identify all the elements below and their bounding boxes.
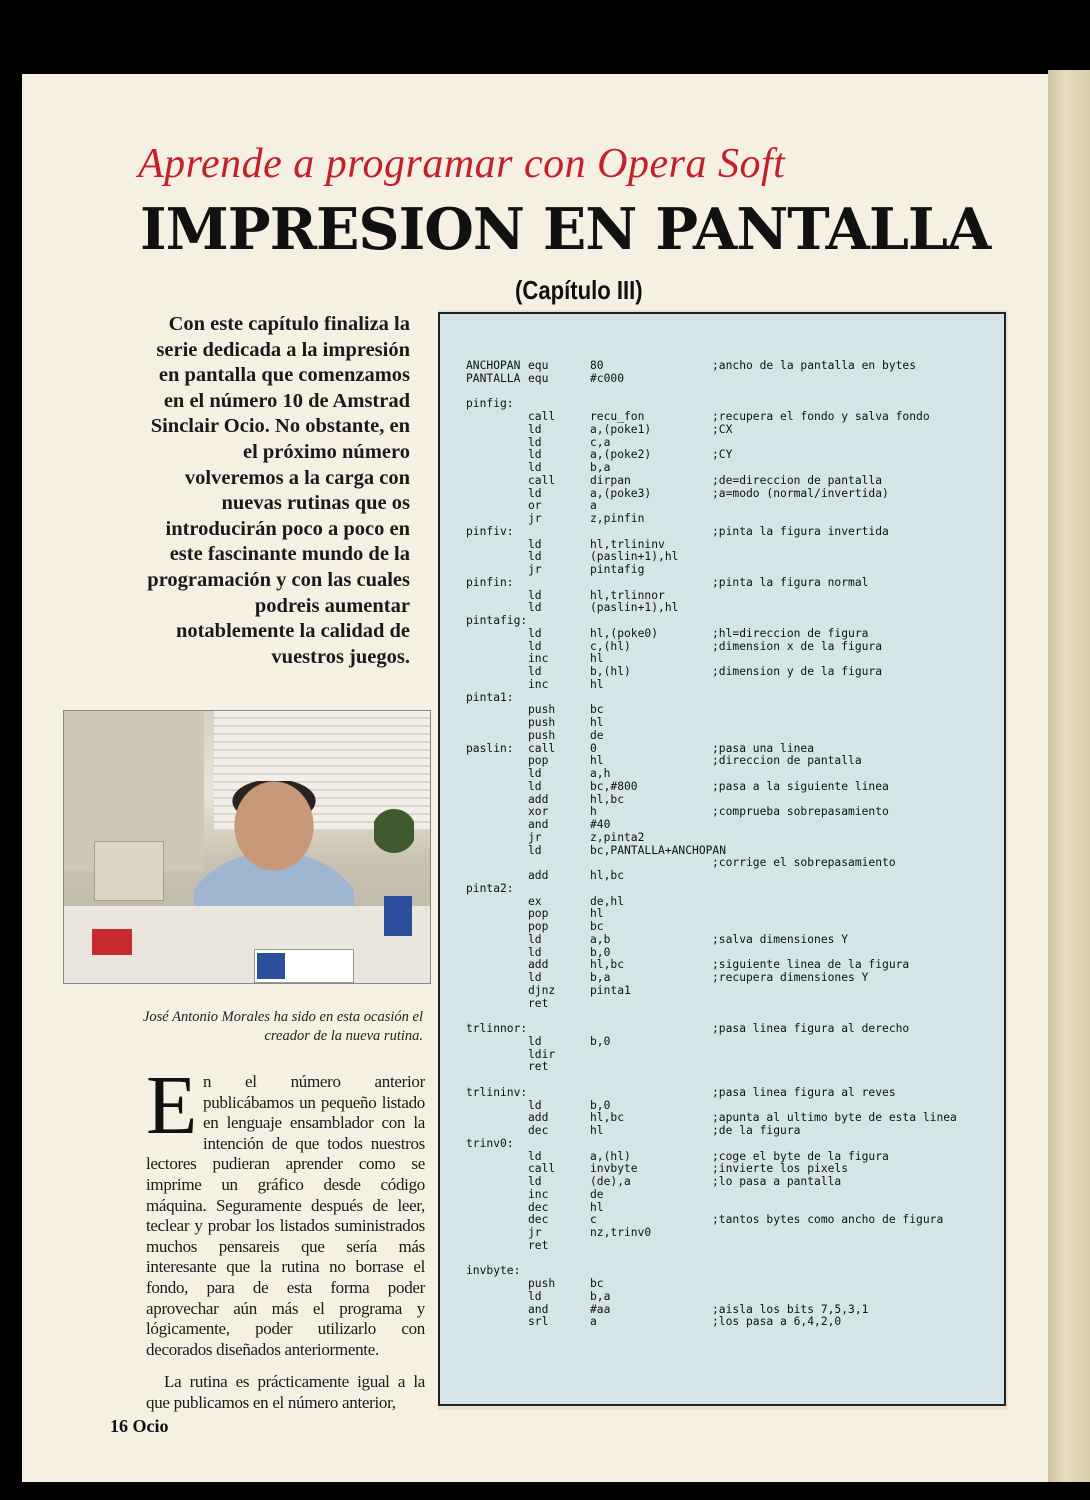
code-line	[440, 462, 1000, 475]
code-opcode: ld	[528, 779, 542, 793]
code-operands: #c000	[590, 371, 625, 385]
code-operands: z,pinta2	[590, 830, 645, 844]
code-operands: b,a	[590, 971, 611, 984]
code-opcode: push	[528, 728, 556, 742]
code-operands: c,a	[590, 435, 611, 449]
code-operands: pintafig	[590, 563, 645, 576]
code-comment: ;coge el byte de la figura	[712, 1149, 889, 1163]
code-opcode: equ	[528, 359, 549, 372]
code-operands: hl,bc	[590, 958, 625, 972]
code-operands: a,(hl)	[590, 1149, 631, 1163]
code-opcode: pop	[528, 920, 549, 933]
code-line	[440, 1253, 1000, 1266]
code-opcode: ld	[528, 486, 542, 500]
code-line	[440, 768, 1000, 781]
code-line	[440, 806, 1000, 819]
code-operands: #40	[590, 818, 611, 831]
code-operands: a	[590, 499, 597, 513]
code-comment: ;lo pasa a pantalla	[712, 1175, 842, 1188]
code-operands: a,(poke3)	[590, 486, 652, 500]
code-line	[440, 679, 1000, 692]
code-opcode: call	[528, 473, 556, 487]
code-line	[440, 934, 1000, 947]
code-comment: ;los pasa a 6,4,2,0	[712, 1315, 842, 1329]
code-line	[440, 564, 1000, 577]
code-comment: ;apunta al ultimo byte de esta linea	[712, 1111, 957, 1125]
code-line	[440, 755, 1000, 768]
code-line	[440, 615, 1000, 628]
code-line	[440, 1278, 1000, 1291]
code-comment: ;pasa linea figura al derecho	[712, 1022, 910, 1035]
code-comment: ;hl=direccion de figura	[712, 626, 869, 640]
code-line	[440, 1087, 1000, 1100]
code-line	[440, 870, 1000, 883]
code-line	[440, 1189, 1000, 1202]
code-opcode: ld	[528, 461, 542, 474]
code-line	[440, 1176, 1000, 1189]
body-paragraph	[146, 1059, 425, 1360]
code-comment: ;comprueba sobrepasamiento	[712, 805, 889, 819]
code-line	[440, 360, 1000, 373]
drop-cap: E	[146, 1059, 198, 1152]
code-line	[440, 1023, 1000, 1036]
code-opcode: add	[528, 792, 549, 806]
code-opcode: ld	[528, 971, 542, 984]
code-operands: hl,trlinnor	[590, 588, 665, 602]
page-folio: 16 Ocio	[110, 1416, 169, 1436]
code-opcode: inc	[528, 652, 549, 666]
code-opcode: and	[528, 818, 549, 831]
code-operands: (de),a	[590, 1175, 631, 1188]
code-comment: ;corrige el sobrepasamiento	[712, 856, 896, 870]
code-operands: hl	[590, 907, 604, 921]
code-opcode: ld	[528, 435, 542, 449]
code-line	[440, 641, 1000, 654]
code-label: invbyte:	[466, 1264, 521, 1278]
code-opcode: ld	[528, 550, 542, 564]
code-operands: 0	[590, 741, 597, 755]
code-opcode: and	[528, 1302, 549, 1316]
code-comment: ;de=direccion de pantalla	[712, 473, 883, 487]
code-operands: hl,bc	[590, 869, 625, 882]
code-operands: hl	[590, 677, 604, 691]
code-operands: bc,PANTALLA+ANCHOPAN	[590, 843, 727, 857]
code-line	[440, 857, 1000, 870]
code-opcode: ld	[528, 1289, 542, 1303]
code-line	[440, 704, 1000, 717]
code-operands: b,0	[590, 945, 611, 959]
code-comment: ;tantos bytes como ancho de figura	[712, 1213, 944, 1227]
code-line	[440, 539, 1000, 552]
code-label: pintafig:	[466, 614, 528, 627]
code-opcode: dec	[528, 1213, 549, 1227]
code-listing-box	[438, 312, 1006, 1406]
code-opcode: ldir	[528, 1047, 556, 1061]
code-line	[440, 1265, 1000, 1278]
code-opcode: ld	[528, 1034, 542, 1048]
code-line	[440, 1316, 1000, 1329]
code-opcode: inc	[528, 1187, 549, 1201]
code-line	[440, 373, 1000, 386]
lead-paragraph: Con este capítulo finaliza la serie dedicada a la impresión en pantalla que comenzamos en el número 10 de Amstrad Sinclair Ocio. No obstante, en el próximo número volveremos a la carga con nuevas rutinas que os introducirán poco a poco en este fascinante mundo de la programación y con las cuales podreis aumentar notablemente la calidad de vuestros juegos.	[147, 313, 410, 668]
code-operands: a	[590, 1315, 597, 1329]
code-line	[440, 386, 1000, 399]
code-opcode: dec	[528, 1200, 549, 1214]
code-opcode: jr	[528, 1226, 542, 1239]
code-line	[440, 985, 1000, 998]
code-opcode: dec	[528, 1124, 549, 1137]
code-label: PANTALLA	[466, 371, 521, 385]
code-operands: b,(hl)	[590, 665, 631, 678]
code-comment: ;dimension x de la figura	[712, 639, 883, 653]
code-line	[440, 666, 1000, 679]
code-comment: ;aisla los bits 7,5,3,1	[712, 1302, 869, 1316]
code-line	[440, 551, 1000, 564]
code-opcode: jr	[528, 512, 542, 525]
code-opcode: push	[528, 716, 556, 729]
code-opcode: ex	[528, 894, 542, 908]
code-line	[440, 1138, 1000, 1151]
code-line	[440, 781, 1000, 794]
code-opcode: ld	[528, 843, 542, 857]
code-label: trinv0:	[466, 1136, 514, 1150]
code-opcode: add	[528, 1111, 549, 1125]
section-kicker: Aprende a programar con Opera Soft	[138, 141, 786, 187]
code-opcode: ld	[528, 588, 542, 602]
code-opcode: ld	[528, 626, 542, 640]
code-comment: ;recupera dimensiones Y	[712, 971, 869, 984]
code-opcode: ld	[528, 1175, 542, 1188]
photo-pen-holder	[384, 896, 412, 936]
code-line	[440, 921, 1000, 934]
code-operands: de,hl	[590, 894, 625, 908]
code-operands: c	[590, 1213, 597, 1227]
code-comment: ;pasa linea figura al reves	[712, 1085, 896, 1099]
code-operands: invbyte	[590, 1162, 638, 1176]
code-line	[440, 896, 1000, 909]
code-opcode: ld	[528, 1149, 542, 1163]
code-comment: ;recupera el fondo y salva fondo	[712, 410, 930, 423]
code-operands: dirpan	[590, 473, 631, 487]
code-operands: #aa	[590, 1302, 611, 1316]
code-line	[440, 488, 1000, 501]
code-line	[440, 1240, 1000, 1253]
code-operands: a,(poke2)	[590, 448, 652, 462]
code-comment: ;dimension y de la figura	[712, 665, 883, 678]
code-operands: hl,bc	[590, 792, 625, 806]
code-line	[440, 449, 1000, 462]
code-opcode: ld	[528, 537, 542, 551]
code-line	[440, 908, 1000, 921]
code-operands: c,(hl)	[590, 639, 631, 653]
code-operands: a,(poke1)	[590, 422, 652, 436]
code-operands: 80	[590, 359, 604, 372]
code-opcode: call	[528, 741, 556, 755]
code-opcode: add	[528, 958, 549, 972]
code-opcode: ld	[528, 945, 542, 959]
code-operands: hl,bc	[590, 1111, 625, 1125]
code-line	[440, 730, 1000, 743]
author-photo	[63, 710, 431, 984]
code-opcode: ld	[528, 932, 542, 946]
code-opcode: ld	[528, 767, 542, 780]
code-operands: recu_fon	[590, 410, 645, 423]
code-label: pinta1:	[466, 690, 514, 704]
code-line	[440, 628, 1000, 641]
code-line	[440, 1291, 1000, 1304]
code-operands: de	[590, 1187, 604, 1201]
code-line	[440, 1227, 1000, 1240]
code-line	[440, 692, 1000, 705]
code-operands: hl,(poke0)	[590, 626, 659, 640]
code-operands: bc	[590, 703, 604, 717]
code-opcode: push	[528, 1277, 556, 1290]
code-operands: a,h	[590, 767, 611, 780]
code-opcode: ret	[528, 996, 549, 1010]
code-comment: ;pasa a la siguiente linea	[712, 779, 889, 793]
code-opcode: inc	[528, 677, 549, 691]
code-opcode: ld	[528, 601, 542, 615]
code-line	[440, 590, 1000, 603]
code-comment: ;siguiente linea de la figura	[712, 958, 910, 972]
code-comment: ;a=modo (normal/invertida)	[712, 486, 889, 500]
code-line	[440, 883, 1000, 896]
code-operands: nz,trinv0	[590, 1226, 652, 1239]
code-opcode: ld	[528, 639, 542, 653]
code-opcode: ret	[528, 1238, 549, 1252]
code-label: pinfiv:	[466, 524, 514, 538]
code-label: pinfin:	[466, 575, 514, 589]
code-comment: ;pasa una linea	[712, 741, 815, 755]
code-label: pinfig:	[466, 397, 514, 411]
code-line	[440, 1061, 1000, 1074]
photo-plant	[374, 801, 414, 861]
code-comment: ;direccion de pantalla	[712, 754, 862, 768]
code-operands: hl	[590, 652, 604, 666]
code-opcode: ld	[528, 665, 542, 678]
code-line	[440, 526, 1000, 539]
code-line	[440, 1214, 1000, 1227]
code-opcode: pop	[528, 754, 549, 768]
body-paragraph-text: n el número anterior publicábamos un pequeño listado en lenguaje ensamblador con la intención de que todos nuestros lectores pudieran aprender como se imprime un gráfico desde código máquina. Seguramente después de leer, teclear y probar los listados suministrados muchos pensareis que sería más interesante que la rutina no borrase el fondo, para de esta forma poder aprovechar aún más el programa y lógicamente, poder utilizarlo con decorados diseñados anteriormente.	[146, 1072, 425, 1359]
code-operands: b,a	[590, 461, 611, 474]
code-operands: a,b	[590, 932, 611, 946]
photo-calendar	[254, 949, 354, 983]
code-line	[440, 717, 1000, 730]
code-line	[440, 819, 1000, 832]
code-operands: hl	[590, 1124, 604, 1137]
code-line	[440, 1049, 1000, 1062]
code-operands: h	[590, 805, 597, 819]
code-opcode: xor	[528, 805, 549, 819]
code-opcode: jr	[528, 563, 542, 576]
code-line	[440, 475, 1000, 488]
code-operands: pinta1	[590, 983, 631, 997]
code-line	[440, 500, 1000, 513]
code-operands: b,a	[590, 1289, 611, 1303]
code-comment: ;CX	[712, 422, 733, 436]
photo-computer	[94, 841, 164, 901]
code-operands: bc	[590, 920, 604, 933]
code-line	[440, 1036, 1000, 1049]
code-line	[440, 1074, 1000, 1087]
code-comment: ;pinta la figura invertida	[712, 524, 889, 538]
code-label: paslin:	[466, 741, 514, 755]
code-line	[440, 1125, 1000, 1138]
assembly-listing	[440, 360, 1000, 1329]
code-label: trlinnor:	[466, 1022, 528, 1035]
adjacent-page-edge	[1048, 70, 1090, 1482]
code-opcode: or	[528, 499, 542, 513]
code-label: ANCHOPAN	[466, 359, 521, 372]
code-opcode: djnz	[528, 983, 556, 997]
code-opcode: add	[528, 869, 549, 882]
code-comment: ;de la figura	[712, 1124, 801, 1137]
code-operands: (paslin+1),hl	[590, 601, 679, 615]
code-opcode: equ	[528, 371, 549, 385]
code-opcode: call	[528, 1162, 556, 1176]
code-operands: hl	[590, 716, 604, 729]
code-operands: z,pinfin	[590, 512, 645, 525]
code-opcode: srl	[528, 1315, 549, 1329]
code-operands: bc,#800	[590, 779, 638, 793]
code-opcode: ld	[528, 448, 542, 462]
code-line	[440, 972, 1000, 985]
code-comment: ;salva dimensiones Y	[712, 932, 849, 946]
code-line	[440, 577, 1000, 590]
code-operands: b,0	[590, 1034, 611, 1048]
article-body	[146, 1059, 425, 1426]
code-opcode: call	[528, 410, 556, 423]
photo-red-box	[92, 929, 132, 955]
code-label: trlininv:	[466, 1085, 528, 1099]
code-opcode: ld	[528, 1098, 542, 1112]
code-operands: b,0	[590, 1098, 611, 1112]
code-comment: ;ancho de la pantalla en bytes	[712, 359, 917, 372]
code-label: pinta2:	[466, 881, 514, 895]
photo-caption: José Antonio Morales ha sido en esta ocasión el creador de la nueva rutina.	[142, 1009, 423, 1044]
code-opcode: jr	[528, 830, 542, 844]
article-chapter: (Capítulo III)	[515, 275, 643, 305]
code-line	[440, 832, 1000, 845]
code-opcode: ret	[528, 1060, 549, 1074]
code-operands: de	[590, 728, 604, 742]
code-line	[440, 411, 1000, 424]
code-operands: hl	[590, 1200, 604, 1214]
code-opcode: ld	[528, 422, 542, 436]
code-line	[440, 998, 1000, 1011]
code-line	[440, 424, 1000, 437]
code-comment: ;invierte los pixels	[712, 1162, 849, 1176]
body-paragraph: La rutina es prácticamente igual a la que publicamos en el número anterior,	[146, 1372, 425, 1412]
code-line	[440, 513, 1000, 526]
code-comment: ;pinta la figura normal	[712, 575, 869, 589]
code-operands: bc	[590, 1277, 604, 1290]
code-operands: hl	[590, 754, 604, 768]
code-opcode: pop	[528, 907, 549, 921]
code-comment: ;CY	[712, 448, 733, 462]
code-opcode: push	[528, 703, 556, 717]
article-title: IMPRESION EN PANTALLA	[140, 196, 991, 263]
code-operands: hl,trlininv	[590, 537, 665, 551]
code-operands: (paslin+1),hl	[590, 550, 679, 564]
